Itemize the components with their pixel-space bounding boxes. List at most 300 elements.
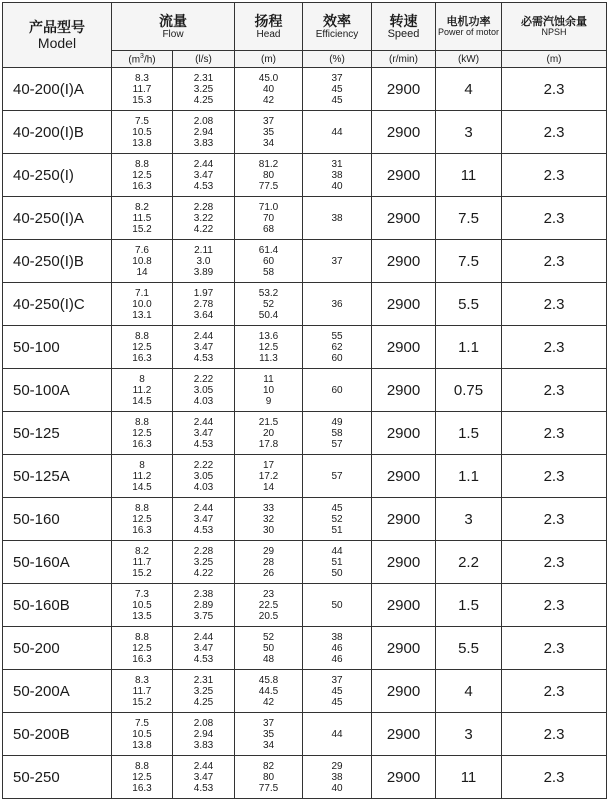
- speed-cell: 2900: [372, 756, 436, 799]
- flow-ls-cell-value: 4.25: [193, 94, 214, 106]
- flow-ls-cell-value: 4.53: [193, 180, 214, 192]
- flow-ls-cell-value: 3.0: [196, 255, 211, 267]
- flow-m3h-cell: [112, 240, 173, 283]
- header-head: [235, 3, 303, 51]
- flow-m3h-cell-value: 8.2: [135, 201, 149, 213]
- header-npsh-en: NPSH: [541, 27, 567, 37]
- head-cell: [235, 197, 303, 240]
- head-cell-value: 82: [262, 760, 275, 772]
- power-cell: 1.1: [436, 455, 502, 498]
- flow-ls-cell: [173, 541, 235, 584]
- head-cell-value: 20.5: [258, 610, 279, 622]
- flow-ls-cell: [173, 369, 235, 412]
- flow-m3h-cell-value: 15.3: [132, 94, 152, 106]
- head-cell-value: 42: [262, 696, 275, 708]
- efficiency-cell-value: 45: [331, 94, 343, 106]
- flow-ls-cell: [173, 326, 235, 369]
- speed-cell: 2900: [372, 154, 436, 197]
- head-cell: [235, 498, 303, 541]
- flow-m3h-cell-value: 8.8: [135, 158, 149, 170]
- efficiency-cell: 60: [303, 369, 372, 412]
- efficiency-cell-value: 37: [331, 674, 343, 686]
- head-cell-value: 20: [262, 427, 275, 439]
- head-cell-value: 37: [262, 115, 275, 127]
- table-row: [3, 240, 607, 283]
- flow-ls-cell-value: 3.64: [193, 309, 214, 321]
- flow-ls-cell: [173, 412, 235, 455]
- head-cell-value: 80: [262, 771, 275, 783]
- speed-cell: 2900: [372, 713, 436, 756]
- head-cell-value: 23: [262, 588, 275, 600]
- npsh-cell: 2.3: [502, 756, 607, 799]
- head-cell: [235, 369, 303, 412]
- efficiency-cell: 44: [303, 713, 372, 756]
- efficiency-cell: [303, 68, 372, 111]
- head-cell-value: 77.5: [258, 782, 279, 794]
- head-cell-value: 44.5: [258, 685, 279, 697]
- header-eff-cn: 效率: [323, 12, 351, 29]
- head-cell-value: 32: [262, 513, 275, 525]
- head-cell-value: 30: [262, 524, 275, 536]
- speed-cell: 2900: [372, 369, 436, 412]
- flow-m3h-cell-value: 16.3: [132, 653, 152, 665]
- power-cell: 11: [436, 154, 502, 197]
- efficiency-cell-value: 51: [331, 556, 343, 568]
- speed-cell: 2900: [372, 111, 436, 154]
- flow-ls-cell-value: 2.08: [193, 717, 214, 729]
- efficiency-cell: [303, 627, 372, 670]
- efficiency-cell-value: 55: [331, 330, 343, 342]
- flow-m3h-cell-value: 16.3: [132, 438, 152, 450]
- table-row: [3, 369, 607, 412]
- speed-cell: 2900: [372, 283, 436, 326]
- speed-cell: 2900: [372, 541, 436, 584]
- flow-ls-cell-value: 4.03: [193, 481, 214, 493]
- head-cell-value: 60: [262, 255, 275, 267]
- flow-m3h-cell-value: 16.3: [132, 180, 152, 192]
- npsh-cell: 2.3: [502, 197, 607, 240]
- head-cell: [235, 584, 303, 627]
- model-cell: 50-200B: [3, 713, 112, 756]
- head-cell-value: 13.6: [258, 330, 279, 342]
- flow-ls-cell-value: 2.89: [193, 599, 214, 611]
- header-flow: [112, 3, 235, 51]
- head-cell-value: 17: [262, 459, 275, 471]
- flow-ls-cell-value: 2.28: [193, 201, 214, 213]
- head-cell-value: 80: [262, 169, 275, 181]
- flow-m3h-cell-value: 10.8: [132, 255, 152, 267]
- flow-ls-cell: [173, 584, 235, 627]
- efficiency-cell: 36: [303, 283, 372, 326]
- flow-m3h-cell-value: 12.5: [132, 341, 152, 353]
- head-cell-value: 68: [262, 223, 275, 235]
- efficiency-cell-value: 50: [331, 567, 343, 579]
- head-cell-value: 34: [262, 739, 275, 751]
- flow-ls-cell-value: 2.31: [193, 674, 214, 686]
- head-cell: [235, 541, 303, 584]
- header-speed: [372, 3, 436, 51]
- table-row: [3, 584, 607, 627]
- flow-m3h-cell-value: 16.3: [132, 782, 152, 794]
- flow-ls-cell: [173, 111, 235, 154]
- head-cell: [235, 412, 303, 455]
- unit-flow-ls: (l/s): [173, 51, 235, 68]
- flow-ls-cell-value: 4.22: [193, 223, 214, 235]
- model-cell: 50-160: [3, 498, 112, 541]
- flow-m3h-cell-value: 10.5: [132, 599, 152, 611]
- header-speed-en: Speed: [387, 27, 420, 40]
- flow-m3h-cell-value: 13.1: [132, 309, 152, 321]
- model-cell: 50-160B: [3, 584, 112, 627]
- flow-ls-cell-value: 2.08: [193, 115, 214, 127]
- header-flow-cn: 流量: [159, 12, 187, 29]
- flow-m3h-cell-value: 7.3: [135, 588, 149, 600]
- power-cell: 2.2: [436, 541, 502, 584]
- flow-ls-cell-value: 3.25: [193, 83, 214, 95]
- header-efficiency: [303, 3, 372, 51]
- model-cell: 40-200(I)B: [3, 111, 112, 154]
- head-cell: [235, 154, 303, 197]
- power-cell: 1.5: [436, 584, 502, 627]
- flow-ls-cell-value: 2.44: [193, 760, 214, 772]
- flow-ls-cell-value: 2.44: [193, 502, 214, 514]
- flow-ls-cell-value: 3.25: [193, 685, 214, 697]
- model-cell: 40-250(I)A: [3, 197, 112, 240]
- flow-m3h-cell: [112, 369, 173, 412]
- flow-ls-cell-value: 2.38: [193, 588, 214, 600]
- flow-ls-cell-value: 3.22: [193, 212, 214, 224]
- head-cell: [235, 283, 303, 326]
- model-cell: 50-125: [3, 412, 112, 455]
- efficiency-cell-value: 60: [331, 352, 343, 364]
- flow-m3h-cell-value: 11.7: [132, 685, 152, 697]
- flow-m3h-cell-value: 8.8: [135, 416, 149, 428]
- header-npsh: [502, 3, 607, 51]
- flow-m3h-cell-value: 10.5: [132, 728, 152, 740]
- efficiency-cell-value: 58: [331, 427, 343, 439]
- efficiency-cell: [303, 670, 372, 713]
- flow-ls-cell-value: 2.31: [193, 72, 214, 84]
- head-cell-value: 21.5: [258, 416, 279, 428]
- flow-m3h-cell-value: 10.5: [132, 126, 152, 138]
- header-model-en: Model: [37, 34, 77, 51]
- power-cell: 3: [436, 111, 502, 154]
- head-cell-value: 14: [262, 481, 275, 493]
- npsh-cell: 2.3: [502, 240, 607, 283]
- flow-ls-cell-value: 2.78: [193, 298, 214, 310]
- flow-ls-cell-value: 3.47: [193, 642, 214, 654]
- power-cell: 1.5: [436, 412, 502, 455]
- efficiency-cell-value: 45: [331, 685, 343, 697]
- flow-m3h-cell: [112, 627, 173, 670]
- npsh-cell: 2.3: [502, 412, 607, 455]
- header-power-cn: 电机功率: [446, 16, 491, 28]
- power-cell: 4: [436, 68, 502, 111]
- unit-flow-m3h: $(m^3/h)$: [112, 51, 173, 68]
- speed-cell: 2900: [372, 455, 436, 498]
- head-cell: [235, 68, 303, 111]
- head-cell-value: 11: [263, 373, 274, 385]
- flow-ls-cell-value: 3.89: [193, 266, 214, 278]
- table-row: [3, 154, 607, 197]
- speed-cell: 2900: [372, 240, 436, 283]
- flow-m3h-cell-value: 14.5: [132, 395, 152, 407]
- efficiency-cell-value: 37: [331, 72, 343, 84]
- power-cell: 1.1: [436, 326, 502, 369]
- head-cell: [235, 240, 303, 283]
- efficiency-cell-value: 46: [331, 642, 343, 654]
- flow-m3h-cell-value: 12.5: [132, 771, 152, 783]
- npsh-cell: 2.3: [502, 498, 607, 541]
- head-cell: [235, 326, 303, 369]
- npsh-cell: 2.3: [502, 283, 607, 326]
- flow-m3h-cell-value: 8.2: [135, 545, 149, 557]
- flow-m3h-cell-value: 12.5: [132, 513, 152, 525]
- flow-m3h-cell: [112, 283, 173, 326]
- flow-ls-cell-value: 3.05: [193, 470, 214, 482]
- npsh-cell: 2.3: [502, 670, 607, 713]
- head-cell-value: 26: [262, 567, 275, 579]
- unit-npsh: (m): [502, 51, 607, 68]
- header-model-cn: 产品型号: [29, 18, 85, 35]
- flow-m3h-cell: [112, 713, 173, 756]
- model-cell: 50-200: [3, 627, 112, 670]
- table-row: [3, 111, 607, 154]
- flow-m3h-cell-value: 8.3: [135, 674, 149, 686]
- flow-ls-cell-value: 4.53: [193, 438, 214, 450]
- npsh-cell: 2.3: [502, 713, 607, 756]
- flow-ls-cell-value: 4.53: [193, 524, 214, 536]
- flow-ls-cell-value: 1.97: [193, 287, 214, 299]
- flow-m3h-cell-value: 8.8: [135, 502, 149, 514]
- efficiency-cell: [303, 756, 372, 799]
- flow-ls-cell-value: 3.47: [193, 169, 214, 181]
- efficiency-cell-value: 45: [331, 696, 343, 708]
- header-head-en: Head: [256, 28, 281, 40]
- header-power: [436, 3, 502, 51]
- flow-ls-cell-value: 2.94: [193, 126, 214, 138]
- model-cell: 50-100: [3, 326, 112, 369]
- power-cell: 3: [436, 498, 502, 541]
- model-cell: 50-100A: [3, 369, 112, 412]
- head-cell-value: 45.0: [258, 72, 279, 84]
- model-cell: 40-250(I): [3, 154, 112, 197]
- flow-m3h-cell-value: 8.8: [135, 631, 149, 643]
- flow-ls-cell-value: 4.22: [193, 567, 214, 579]
- head-cell-value: 29: [262, 545, 275, 557]
- flow-m3h-cell-value: 11.7: [132, 83, 152, 95]
- head-cell-value: 11.3: [259, 352, 278, 364]
- header-power-en: Power of motor: [437, 27, 500, 37]
- flow-m3h-cell: [112, 498, 173, 541]
- flow-m3h-cell: [112, 111, 173, 154]
- flow-m3h-cell-value: 15.2: [132, 567, 152, 579]
- flow-ls-cell: [173, 756, 235, 799]
- head-cell-value: 70: [262, 212, 275, 224]
- efficiency-cell-value: 44: [331, 545, 343, 557]
- head-cell-value: 9: [265, 395, 272, 407]
- flow-m3h-cell-value: 13.5: [132, 610, 152, 622]
- speed-cell: 2900: [372, 627, 436, 670]
- efficiency-cell: 50: [303, 584, 372, 627]
- efficiency-cell-value: 38: [331, 169, 343, 181]
- head-cell-value: 81.2: [258, 158, 279, 170]
- header-eff-en: Efficiency: [315, 28, 359, 40]
- flow-m3h-cell-value: 12.5: [132, 427, 152, 439]
- flow-m3h-cell: [112, 326, 173, 369]
- head-cell-value: 12.5: [258, 341, 279, 353]
- flow-m3h-cell-value: 13.8: [132, 739, 152, 751]
- flow-ls-cell-value: 2.44: [193, 416, 214, 428]
- head-cell-value: 50.4: [258, 309, 279, 321]
- model-cell: 50-200A: [3, 670, 112, 713]
- table-row: [3, 756, 607, 799]
- efficiency-cell-value: 62: [331, 341, 343, 353]
- speed-cell: 2900: [372, 68, 436, 111]
- flow-m3h-cell-value: 8.8: [135, 330, 149, 342]
- head-cell-value: 61.4: [258, 244, 279, 256]
- efficiency-cell-value: 31: [331, 158, 343, 170]
- power-cell: 4: [436, 670, 502, 713]
- head-cell: [235, 670, 303, 713]
- npsh-cell: 2.3: [502, 627, 607, 670]
- head-cell-value: 71.0: [258, 201, 279, 213]
- flow-ls-cell: [173, 455, 235, 498]
- flow-m3h-cell-value: 7.5: [135, 717, 149, 729]
- flow-ls-cell: [173, 670, 235, 713]
- flow-m3h-cell-value: 14: [136, 266, 148, 278]
- flow-m3h-cell: [112, 541, 173, 584]
- flow-ls-cell-value: 3.25: [193, 556, 214, 568]
- flow-m3h-cell-value: 7.5: [135, 115, 149, 127]
- flow-m3h-cell-value: 10.0: [132, 298, 152, 310]
- head-cell-value: 22.5: [258, 599, 279, 611]
- flow-m3h-cell-value: 8.3: [135, 72, 149, 84]
- flow-m3h-cell-value: 8: [139, 459, 145, 471]
- table-row: [3, 713, 607, 756]
- efficiency-cell: 57: [303, 455, 372, 498]
- flow-ls-cell: [173, 283, 235, 326]
- head-cell-value: 48: [262, 653, 275, 665]
- flow-ls-cell-value: 4.25: [193, 696, 214, 708]
- head-cell-value: 17.2: [258, 470, 279, 482]
- efficiency-cell: [303, 541, 372, 584]
- head-cell: [235, 111, 303, 154]
- table-row: [3, 498, 607, 541]
- head-cell-value: 50: [262, 642, 275, 654]
- efficiency-cell-value: 38: [331, 631, 343, 643]
- table-row: [3, 455, 607, 498]
- table-row: [3, 412, 607, 455]
- flow-m3h-cell-value: 11.2: [132, 384, 152, 396]
- header-row: [3, 3, 607, 51]
- head-cell-value: 35: [262, 126, 275, 138]
- flow-m3h-cell-value: 11.2: [132, 470, 152, 482]
- npsh-cell: 2.3: [502, 584, 607, 627]
- unit-speed: (r/min): [372, 51, 436, 68]
- flow-m3h-cell: [112, 670, 173, 713]
- table-row: [3, 541, 607, 584]
- flow-m3h-cell: [112, 412, 173, 455]
- head-cell: [235, 756, 303, 799]
- head-cell-value: 10: [262, 384, 275, 396]
- flow-ls-cell-value: 3.83: [193, 739, 214, 751]
- pump-spec-table: [2, 2, 607, 799]
- flow-m3h-cell-value: 11.7: [132, 556, 152, 568]
- npsh-cell: 2.3: [502, 541, 607, 584]
- flow-m3h-cell-value: 11.5: [132, 212, 152, 224]
- head-cell-value: 35: [262, 728, 275, 740]
- efficiency-cell: 37: [303, 240, 372, 283]
- power-cell: 11: [436, 756, 502, 799]
- head-cell: [235, 713, 303, 756]
- head-cell-value: 28: [262, 556, 275, 568]
- efficiency-cell-value: 45: [331, 502, 343, 514]
- header-head-cn: 扬程: [254, 12, 283, 29]
- power-cell: 5.5: [436, 283, 502, 326]
- speed-cell: 2900: [372, 584, 436, 627]
- flow-ls-cell-value: 4.53: [193, 782, 214, 794]
- efficiency-cell-value: 52: [331, 513, 343, 525]
- flow-ls-cell: [173, 68, 235, 111]
- efficiency-cell: [303, 498, 372, 541]
- model-cell: 50-125A: [3, 455, 112, 498]
- head-cell: [235, 627, 303, 670]
- table-row: [3, 68, 607, 111]
- flow-m3h-cell-value: 14.5: [132, 481, 152, 493]
- flow-ls-cell-value: 4.03: [193, 395, 214, 407]
- efficiency-cell-value: 40: [331, 782, 343, 794]
- speed-cell: 2900: [372, 197, 436, 240]
- efficiency-cell-value: 29: [331, 760, 343, 772]
- model-cell: 50-160A: [3, 541, 112, 584]
- model-cell: 40-250(I)C: [3, 283, 112, 326]
- unit-head: (m): [235, 51, 303, 68]
- flow-ls-cell-value: 3.47: [193, 341, 214, 353]
- model-cell: 40-250(I)B: [3, 240, 112, 283]
- flow-ls-cell-value: 2.44: [193, 631, 214, 643]
- head-cell-value: 40: [262, 83, 275, 95]
- npsh-cell: 2.3: [502, 326, 607, 369]
- flow-m3h-cell: [112, 154, 173, 197]
- flow-ls-cell: [173, 498, 235, 541]
- flow-ls-cell-value: 2.22: [193, 459, 214, 471]
- flow-m3h-cell: [112, 584, 173, 627]
- flow-m3h-cell-value: 12.5: [132, 169, 152, 181]
- header-flow-en: Flow: [162, 28, 184, 40]
- flow-m3h-cell-value: 8.8: [135, 760, 149, 772]
- power-cell: 0.75: [436, 369, 502, 412]
- efficiency-cell-value: 46: [331, 653, 343, 665]
- flow-ls-cell-value: 3.83: [193, 137, 214, 149]
- header-npsh-cn: 必需汽蚀余量: [521, 16, 587, 28]
- flow-m3h-cell-value: 12.5: [132, 642, 152, 654]
- speed-cell: 2900: [372, 326, 436, 369]
- efficiency-cell: [303, 326, 372, 369]
- head-cell-value: 42: [262, 94, 275, 106]
- head-cell-value: 52: [262, 631, 275, 643]
- npsh-cell: 2.3: [502, 154, 607, 197]
- flow-m3h-cell-value: 16.3: [132, 524, 152, 536]
- flow-m3h-cell: [112, 197, 173, 240]
- power-cell: 7.5: [436, 197, 502, 240]
- efficiency-cell-value: 40: [331, 180, 343, 192]
- speed-cell: 2900: [372, 412, 436, 455]
- flow-ls-cell-value: 3.05: [193, 384, 214, 396]
- unit-power: (kW): [436, 51, 502, 68]
- flow-m3h-cell-value: 15.2: [132, 696, 152, 708]
- model-cell: 50-250: [3, 756, 112, 799]
